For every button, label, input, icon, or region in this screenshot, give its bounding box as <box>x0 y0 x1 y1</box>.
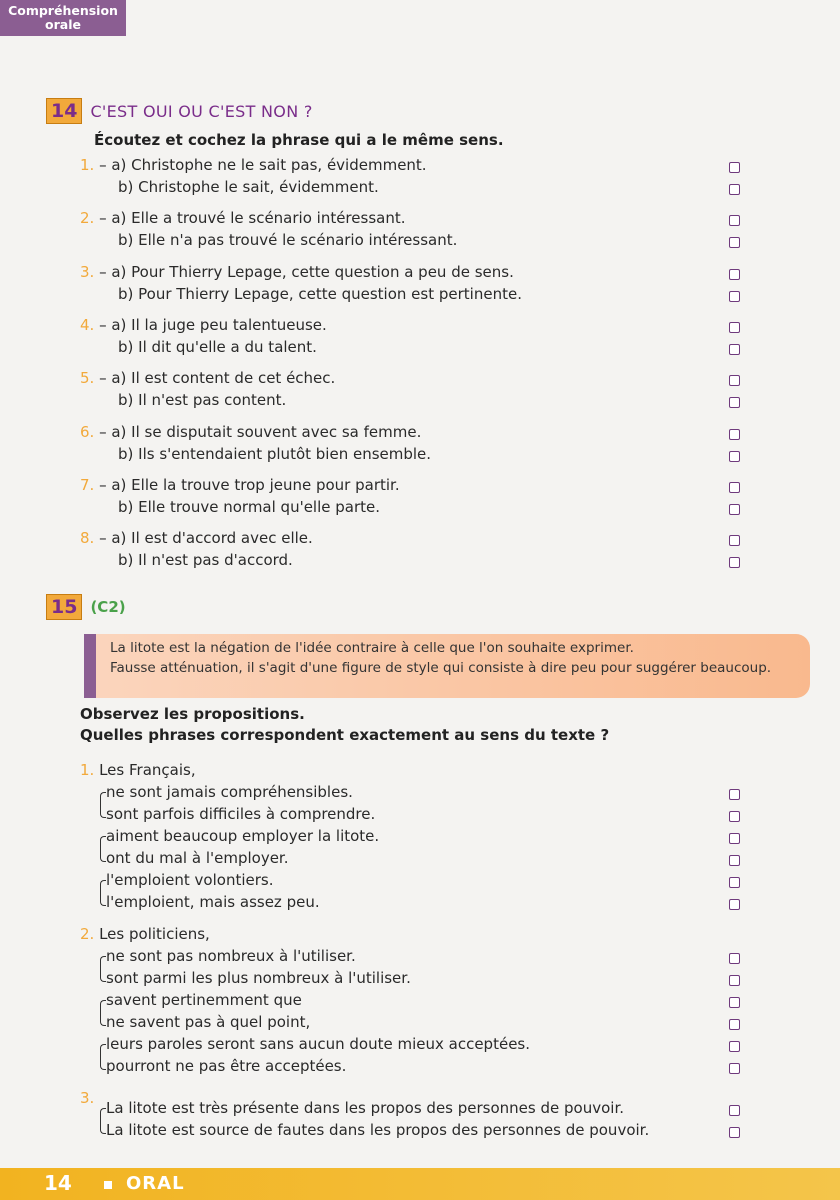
checkbox[interactable] <box>729 482 740 493</box>
ex15-q1-stem <box>80 761 196 779</box>
ex14-item-4-b: b) Il dit qu'elle a du talent. <box>118 337 317 356</box>
exercise-14-title: C'EST OUI OU C'EST NON ? <box>90 101 313 121</box>
ex15-q1-option: l'emploient, mais assez peu. <box>106 893 320 911</box>
option-pair-bracket <box>100 956 106 982</box>
checkbox[interactable] <box>729 1105 740 1116</box>
ex14-item-5-a <box>80 369 335 387</box>
ex15-q3-stem <box>80 1089 94 1107</box>
ex14-item-8-b: b) Il n'est pas d'accord. <box>118 551 293 570</box>
ex15-q3-option: La litote est très présente dans les propos des personnes de pouvoir. <box>106 1099 624 1117</box>
ex14-item-3-a-text: – a) Pour Thierry Lepage, cette question a peu de sens. <box>99 262 514 281</box>
option-pair-bracket <box>100 792 106 818</box>
definition-box <box>84 634 810 698</box>
checkbox[interactable] <box>729 1127 740 1138</box>
ex15-q3-option: La litote est source de fautes dans les propos des personnes de pouvoir. <box>106 1121 650 1139</box>
ex14-item-1-number: 1. <box>80 156 95 174</box>
option-pair-bracket <box>100 880 106 906</box>
definition-box-bar <box>84 634 96 698</box>
ex14-item-5-b: b) Il n'est pas content. <box>118 391 287 410</box>
checkbox[interactable] <box>729 215 740 226</box>
ex14-item-8-a-text: – a) Il est d'accord avec elle. <box>99 529 313 548</box>
footer-separator <box>104 1181 112 1189</box>
checkbox[interactable] <box>729 269 740 280</box>
ex15-q1-option: ont du mal à l'employer. <box>106 849 289 867</box>
checkbox[interactable] <box>729 535 740 546</box>
ex15-q1-option: aiment beaucoup employer la litote. <box>106 827 380 845</box>
checkbox[interactable] <box>729 811 740 822</box>
ex14-item-6-number: 6. <box>80 422 95 441</box>
ex14-item-2-a <box>80 209 405 227</box>
exercise-15-instruction-2: Quelles phrases correspondent exactement au sens du texte ? <box>80 726 610 744</box>
checkbox[interactable] <box>729 397 740 408</box>
ex15-q1-option: ne sont jamais compréhensibles. <box>106 783 353 801</box>
ex14-item-1-a <box>80 156 427 174</box>
ex15-q2-stem-text: Les politiciens, <box>99 925 210 943</box>
ex15-q1-number: 1. <box>80 761 95 779</box>
checkbox[interactable] <box>729 429 740 440</box>
option-pair-bracket <box>100 1108 106 1134</box>
checkbox[interactable] <box>729 953 740 964</box>
ex14-item-5-number: 5. <box>80 369 95 388</box>
ex15-q2-option: ne savent pas à quel point, <box>106 1013 311 1031</box>
exercise-15-header <box>46 594 126 620</box>
checkbox[interactable] <box>729 237 740 248</box>
ex15-q1-option: l'emploient volontiers. <box>106 871 274 889</box>
exercise-14-header <box>46 98 313 124</box>
exercise-14-number: 14 <box>46 98 82 124</box>
checkbox[interactable] <box>729 1041 740 1052</box>
ex15-q1-option: sont parfois difficiles à comprendre. <box>106 805 376 823</box>
ex14-item-3-number: 3. <box>80 262 95 281</box>
ex15-q1-stem-text: Les Français, <box>99 761 196 779</box>
ex14-item-8-a <box>80 529 313 547</box>
ex15-q2-option: leurs paroles seront sans aucun doute mieux acceptées. <box>106 1035 530 1053</box>
ex14-item-8-number: 8. <box>80 529 95 548</box>
ex14-item-1-b: b) Christophe le sait, évidemment. <box>118 178 379 196</box>
ex14-item-5-a-text: – a) Il est content de cet échec. <box>99 369 336 388</box>
checkbox[interactable] <box>729 184 740 195</box>
checkbox[interactable] <box>729 504 740 515</box>
checkbox[interactable] <box>729 322 740 333</box>
checkbox[interactable] <box>729 1019 740 1030</box>
ex15-q2-option: pourront ne pas être acceptées. <box>106 1057 347 1075</box>
checkbox[interactable] <box>729 1063 740 1074</box>
definition-line-2: Fausse atténuation, il s'agit d'une figure de style qui consiste à dire peu pour suggérer beaucoup. <box>110 660 772 676</box>
checkbox[interactable] <box>729 899 740 910</box>
checkbox[interactable] <box>729 975 740 986</box>
ex14-item-3-b: b) Pour Thierry Lepage, cette question est pertinente. <box>118 284 522 303</box>
ex14-item-2-number: 2. <box>80 209 95 228</box>
ex15-q2-option: sont parmi les plus nombreux à l'utiliser. <box>106 969 411 987</box>
exercise-14-instruction: Écoutez et cochez la phrase qui a le même sens. <box>94 131 504 149</box>
section-tab <box>0 0 126 36</box>
ex14-item-4-a-text: – a) Il la juge peu talentueuse. <box>99 315 327 334</box>
checkbox[interactable] <box>729 162 740 173</box>
checkbox[interactable] <box>729 344 740 355</box>
checkbox[interactable] <box>729 451 740 462</box>
ex14-item-1-a-text: – a) Christophe ne le sait pas, évidemment. <box>99 156 427 174</box>
ex15-q2-option: savent pertinemment que <box>106 991 302 1009</box>
option-pair-bracket <box>100 1044 106 1070</box>
ex15-q2-option: ne sont pas nombreux à l'utiliser. <box>106 947 356 965</box>
ex15-q2-stem <box>80 925 210 943</box>
definition-line-1: La litote est la négation de l'idée contraire à celle que l'on souhaite exprimer. <box>110 640 634 656</box>
ex14-item-6-b: b) Ils s'entendaient plutôt bien ensemble. <box>118 444 432 463</box>
checkbox[interactable] <box>729 855 740 866</box>
checkbox[interactable] <box>729 557 740 568</box>
ex14-item-4-number: 4. <box>80 315 95 334</box>
checkbox[interactable] <box>729 291 740 302</box>
ex14-item-2-a-text: – a) Elle a trouvé le scénario intéressant. <box>99 209 406 228</box>
ex14-item-7-a-text: – a) Elle la trouve trop jeune pour partir. <box>99 475 400 494</box>
section-tab-line1: Compréhension <box>8 3 118 18</box>
section-tab-line2: orale <box>45 17 81 32</box>
checkbox[interactable] <box>729 789 740 800</box>
page-footer <box>0 1168 840 1200</box>
ex14-item-7-b: b) Elle trouve normal qu'elle parte. <box>118 497 381 516</box>
definition-text <box>110 638 800 678</box>
ex14-item-6-a <box>80 423 421 441</box>
checkbox[interactable] <box>729 833 740 844</box>
ex14-item-6-a-text: – a) Il se disputait souvent avec sa femme. <box>99 422 422 441</box>
ex14-item-7-number: 7. <box>80 475 95 494</box>
ex15-q3-number: 3. <box>80 1089 95 1107</box>
ex14-item-2-b: b) Elle n'a pas trouvé le scénario intéressant. <box>118 231 458 250</box>
page-number: 14 <box>44 1171 72 1195</box>
ex14-item-7-a <box>80 476 400 494</box>
exercise-15-instruction-1: Observez les propositions. <box>80 705 305 723</box>
footer-section: ORAL <box>126 1173 185 1194</box>
ex14-item-4-a <box>80 316 327 334</box>
option-pair-bracket <box>100 1000 106 1026</box>
checkbox[interactable] <box>729 997 740 1008</box>
checkbox[interactable] <box>729 375 740 386</box>
exercise-15-number: 15 <box>46 594 82 620</box>
option-pair-bracket <box>100 836 106 862</box>
exercise-15-code: (C2) <box>90 598 126 616</box>
ex14-item-3-a <box>80 263 514 281</box>
ex15-q2-number: 2. <box>80 925 95 943</box>
checkbox[interactable] <box>729 877 740 888</box>
